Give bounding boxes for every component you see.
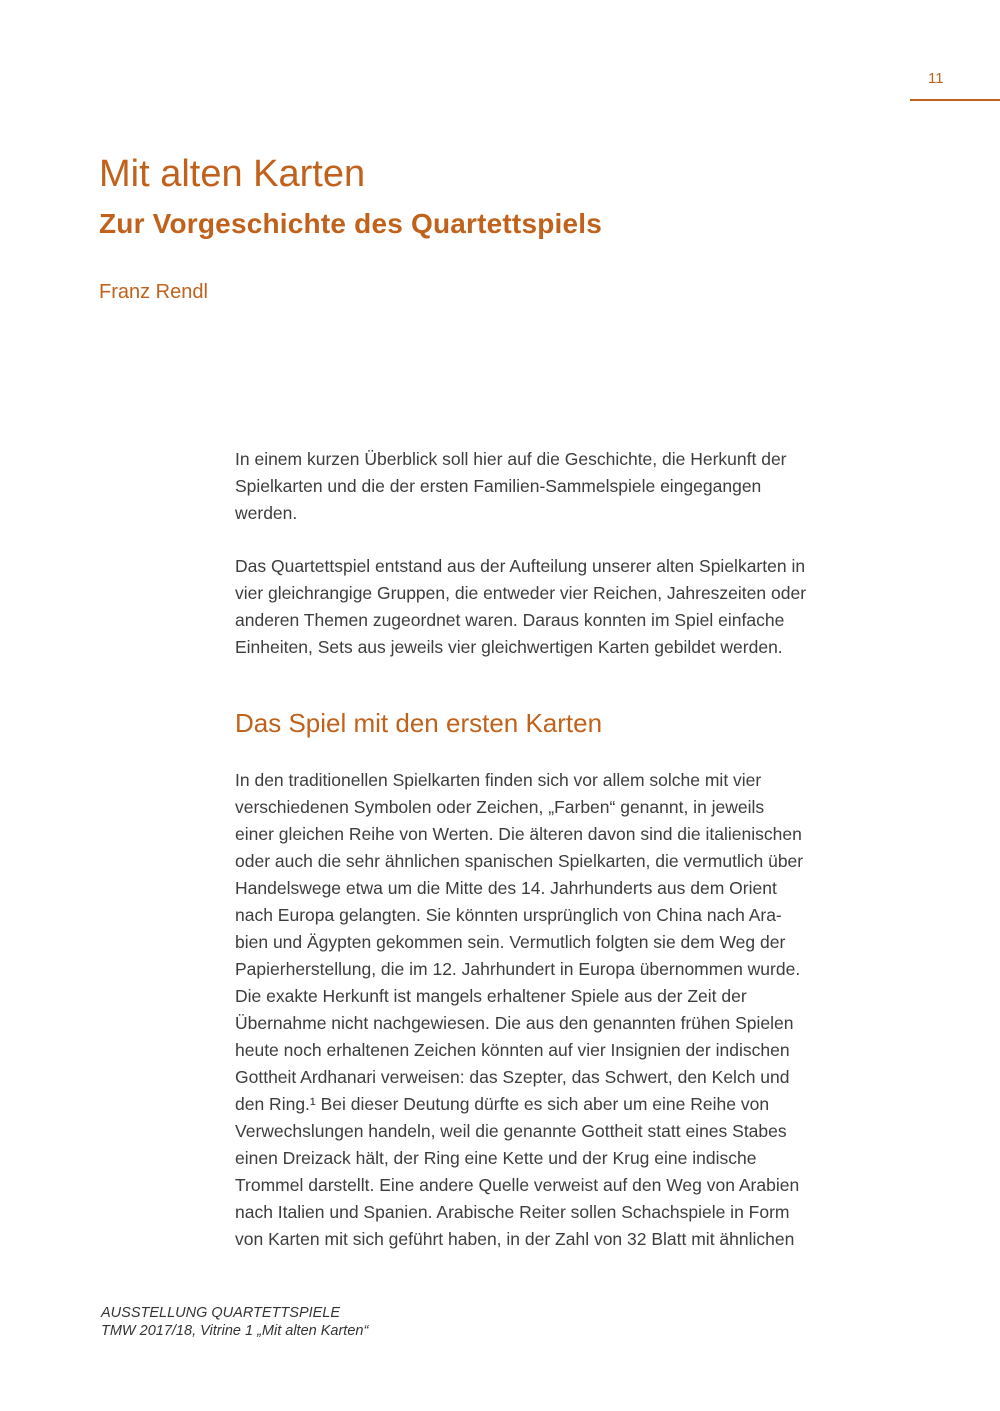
text-line: Papierherstellung, die im 12. Jahrhundert in Europa übernommen wurde. (235, 959, 801, 979)
text-line: den Ring.¹ Bei dieser Deutung dürfte es sich aber um eine Reihe von (235, 1094, 770, 1114)
text-line: heute noch erhaltenen Zeichen könnten auf vier Insignien der indischen (235, 1040, 790, 1060)
article-subtitle: Zur Vorgeschichte des Quartettspiels (99, 208, 603, 239)
intro-paragraph-1 (235, 446, 905, 527)
text-line: vier gleichrangige Gruppen, die entweder vier Reichen, Jahreszeiten oder (235, 583, 807, 603)
text-line: verschiedenen Symbolen oder Zeichen, „Farben“ genannt, in jeweils (235, 797, 765, 817)
article-title: Mit alten Karten (99, 153, 366, 195)
text-line: anderen Themen zugeordnet waren. Daraus konnten im Spiel einfache (235, 610, 785, 630)
text-line: Übernahme nicht nachgewiesen. Die aus den genannten frühen Spielen (235, 1013, 794, 1033)
footer-line-2: TMW 2017/18, Vitrine 1 „Mit alten Karten“ (101, 1323, 369, 1339)
text-line: einer gleichen Reihe von Werten. Die älteren davon sind die italienischen (235, 824, 802, 844)
text-line: einen Dreizack hält, der Ring eine Kette und der Krug eine indische (235, 1148, 757, 1168)
page-number-rule (910, 99, 1000, 101)
text-line: Das Quartettspiel entstand aus der Aufteilung unserer alten Spielkarten in (235, 556, 806, 576)
section-heading: Das Spiel mit den ersten Karten (235, 708, 603, 738)
footer (101, 1304, 368, 1340)
footer-line-1: AUSSTELLUNG QUARTETTSPIELE (101, 1305, 341, 1321)
text-line: Trommel darstellt. Eine andere Quelle verweist auf den Weg von Arabien (235, 1175, 800, 1195)
text-line: oder auch die sehr ähnlichen spanischen Spielkarten, die vermutlich über (235, 851, 804, 871)
text-line: Spielkarten und die der ersten Familien-Sammelspiele eingegangen (235, 476, 762, 496)
text-line: Gottheit Ardhanari verweisen: das Szepter, das Schwert, den Kelch und (235, 1067, 790, 1087)
intro-paragraph-2 (235, 553, 905, 661)
text-line: nach Europa gelangten. Sie könnten ursprünglich von China nach Ara- (235, 905, 782, 925)
text-line: von Karten mit sich geführt haben, in der Zahl von 32 Blatt mit ähnlichen (235, 1229, 795, 1249)
author-name: Franz Rendl (99, 281, 208, 303)
section-paragraph (235, 767, 905, 1253)
text-line: werden. (235, 503, 298, 523)
text-line: In einem kurzen Überblick soll hier auf die Geschichte, die Herkunft der (235, 449, 787, 469)
page-number: 11 (928, 70, 944, 87)
text-line: nach Italien und Spanien. Arabische Reiter sollen Schachspiele in Form (235, 1202, 790, 1222)
text-line: bien und Ägypten gekommen sein. Vermutlich folgten sie dem Weg der (235, 932, 786, 952)
text-line: In den traditionellen Spielkarten finden sich vor allem solche mit vier (235, 770, 762, 790)
text-line: Einheiten, Sets aus jeweils vier gleichwertigen Karten gebildet werden. (235, 637, 783, 657)
text-line: Verwechslungen handeln, weil die genannte Gottheit statt eines Stabes (235, 1121, 787, 1141)
text-line: Die exakte Herkunft ist mangels erhaltener Spiele aus der Zeit der (235, 986, 747, 1006)
text-line: Handelswege etwa um die Mitte des 14. Jahrhunderts aus dem Orient (235, 878, 777, 898)
